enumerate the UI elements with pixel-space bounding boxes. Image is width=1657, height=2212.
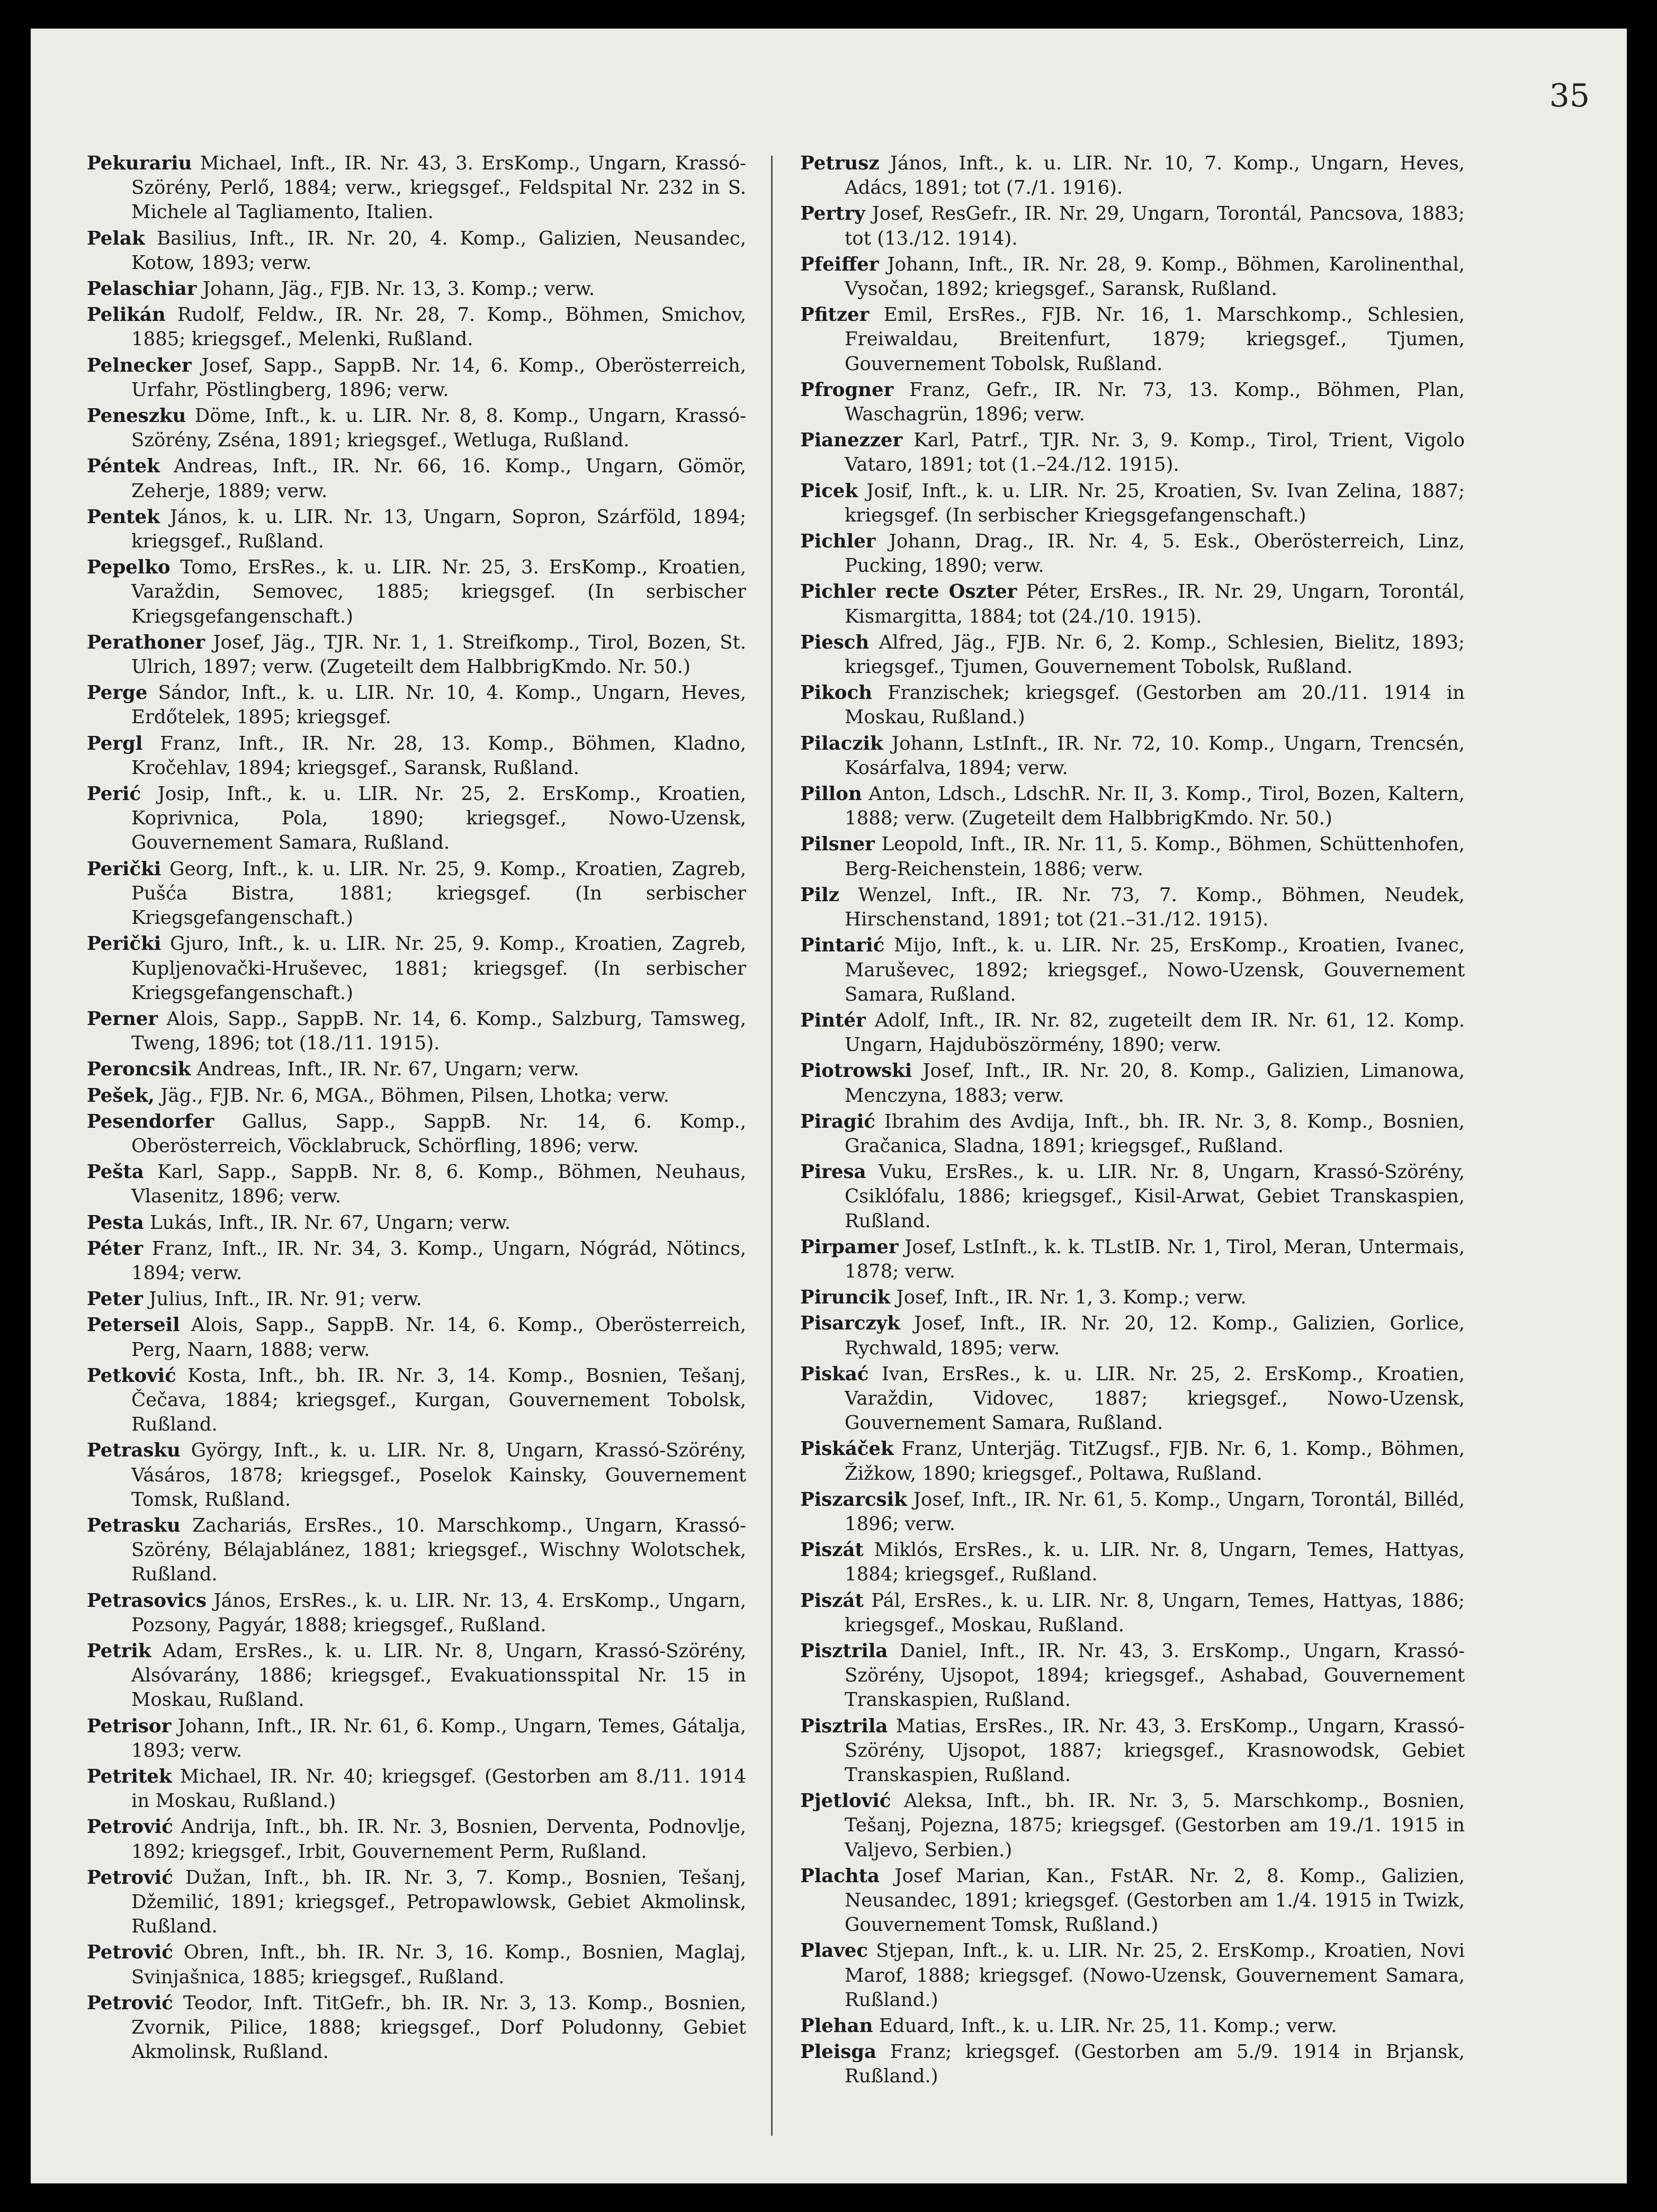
entry-surname: Pichler: [800, 530, 876, 553]
entry-details: Döme, Inft., k. u. LIR. Nr. 8, 8. Komp., Ungarn, Krassó-Szörény, Zséna, 1891; kriegsgef., Wetluga, Rußland.: [131, 405, 746, 452]
entry-details: Adolf, Inft., IR. Nr. 82, zugeteilt dem IR. Nr. 61, 12. Komp. Ungarn, Hajduböszörmény, 1890; verw.: [845, 1009, 1465, 1056]
register-entry: [800, 631, 1465, 679]
entry-details: Jäg., FJB. Nr. 6, MGA., Böhmen, Pilsen, Lhotka; verw.: [160, 1084, 669, 1107]
register-entry: [87, 732, 746, 780]
register-entry: [800, 580, 1465, 628]
entry-details: Johann, Jäg., FJB. Nr. 13, 3. Komp.; verw.: [202, 278, 595, 300]
entry-surname: Pekurariu: [87, 152, 192, 174]
register-entry: [800, 1311, 1465, 1360]
entry-surname: Peroncsik: [87, 1058, 191, 1081]
register-entry: [800, 428, 1465, 477]
register-entry: [87, 227, 746, 275]
entry-surname: Picek: [800, 480, 858, 502]
entry-surname: Perički: [87, 933, 162, 955]
entry-details: Basilius, Inft., IR. Nr. 20, 4. Komp., Galizien, Neusandec, Kotow, 1893; verw.: [131, 227, 746, 274]
entry-surname: Pjetlović: [800, 1790, 891, 1812]
register-entry: [800, 2014, 1465, 2038]
register-entry: [800, 1714, 1465, 1788]
register-entry: [800, 1538, 1465, 1587]
register-entry: [87, 1940, 746, 1989]
register-entry: [800, 1110, 1465, 1158]
entry-surname: Piskáček: [800, 1438, 894, 1460]
register-entry: [800, 1639, 1465, 1713]
entry-details: Josef, Jäg., TJR. Nr. 1, 1. Streifkomp., Tirol, Bozen, St. Ulrich, 1897; verw. (Zugeteilt dem HalbbrigKmdo. Nr. 50.): [131, 631, 746, 678]
entry-details: Ibrahim des Avdija, Inft., bh. IR. Nr. 3, 8. Komp., Bosnien, Gračanica, Sladna, 1891; kriegsgef., Rußland.: [845, 1110, 1465, 1157]
register-entry: [87, 1714, 746, 1763]
register-entry: [87, 1991, 746, 2065]
entry-details: Johann, Inft., IR. Nr. 28, 9. Komp., Böhmen, Karolinenthal, Vysočan, 1892; kriegsgef., Saransk, Rußland.: [845, 253, 1465, 300]
register-entry: [87, 354, 746, 402]
register-entry: [800, 303, 1465, 376]
register-entry: [87, 681, 746, 730]
entry-details: Zachariás, ErsRes., 10. Marschkomp., Ungarn, Krassó-Szörény, Bélajablánez, 1881; kriegsgef., Wischny Wolotschek, Rußland.: [131, 1514, 746, 1586]
register-entry: [800, 732, 1465, 780]
entry-surname: Perički: [87, 858, 162, 880]
register-entry: [87, 1237, 746, 1285]
entry-details: Franz, Inft., IR. Nr. 34, 3. Komp., Ungarn, Nógrád, Nötincs, 1894; verw.: [131, 1237, 746, 1284]
entry-surname: Petrisor: [87, 1715, 172, 1737]
entry-surname: Piszarcsik: [800, 1488, 907, 1510]
register-entry: [800, 1939, 1465, 2012]
entry-surname: Pillon: [800, 783, 862, 805]
entry-surname: Petrik: [87, 1640, 151, 1662]
entry-surname: Pichler recte Oszter: [800, 581, 1017, 603]
entry-details: Josef, ResGefr., IR. Nr. 29, Ungarn, Torontál, Pancsova, 1883; tot (13./12. 1914).: [845, 203, 1465, 249]
entry-details: Adam, ErsRes., k. u. LIR. Nr. 8, Ungarn, Krassó-Szörény, Alsóvarány, 1886; kriegsgef., Evakuationsspital Nr. 15 in Moskau, Rußland.: [131, 1640, 746, 1711]
entry-details: Vuku, ErsRes., k. u. LIR. Nr. 8, Ungarn, Krassó-Szörény, Csiklófalu, 1886; kriegsgef., Kisil-Arwat, Gebiet Transkaspien, Rußland.: [845, 1161, 1465, 1232]
entry-surname: Pešek,: [87, 1084, 155, 1107]
register-entry: [800, 1437, 1465, 1486]
register-entry: [87, 857, 746, 931]
entry-details: Michael, Inft., IR. Nr. 43, 3. ErsKomp., Ungarn, Krassó-Szörény, Perlő, 1884; verw., kriegsgef., Feldspital Nr. 232 in S. Michele al Tagliamento, Italien.: [131, 152, 746, 223]
entry-surname: Perge: [87, 682, 148, 704]
entry-surname: Pisztrila: [800, 1640, 888, 1662]
register-entry: [800, 1235, 1465, 1284]
register-entry: [87, 1866, 746, 1939]
entry-surname: Pelak: [87, 227, 145, 249]
register-entry: [800, 529, 1465, 578]
entry-details: Johann, Drag., IR. Nr. 4, 5. Esk., Oberösterreich, Linz, Pucking, 1890; verw.: [845, 530, 1465, 577]
entry-details: Georg, Inft., k. u. LIR. Nr. 25, 9. Komp., Kroatien, Zagreb, Pušća Bistra, 1881; kriegsgef. (In serbischer Kriegsgefangenschaft.): [131, 858, 747, 929]
register-entry: [87, 1110, 746, 1158]
register-entry: [87, 505, 746, 554]
register-entry: [87, 277, 746, 301]
entry-surname: Peter: [87, 1288, 144, 1310]
entry-details: Franz; kriegsgef. (Gestorben am 5./9. 1914 in Brjansk, Rußland.): [845, 2041, 1465, 2088]
right-column: [800, 151, 1465, 2091]
entry-details: János, Inft., k. u. LIR. Nr. 10, 7. Komp., Ungarn, Heves, Adács, 1891; tot (7./1. 1916).: [845, 152, 1465, 199]
entry-surname: Peterseil: [87, 1314, 180, 1336]
entry-details: Obren, Inft., bh. IR. Nr. 3, 16. Komp., Bosnien, Maglaj, Svinjašnica, 1885; kriegsgef., Rußland.: [131, 1941, 746, 1988]
entry-details: Johann, LstInft., IR. Nr. 72, 10. Komp., Ungarn, Trencsén, Kosárfalva, 1894; verw.: [845, 732, 1465, 779]
entry-surname: Piragić: [800, 1110, 875, 1132]
entry-details: Josif, Inft., k. u. LIR. Nr. 25, Kroatien, Sv. Ivan Zelina, 1887; kriegsgef. (In serbischer Kriegsgefangenschaft.): [845, 480, 1465, 526]
entry-details: Karl, Sapp., SappB. Nr. 8, 6. Komp., Böhmen, Neuhaus, Vlasenitz, 1896; verw.: [131, 1161, 746, 1208]
entry-surname: Piszát: [800, 1589, 864, 1612]
entry-details: Andrija, Inft., bh. IR. Nr. 3, Bosnien, Derventa, Podnovlje, 1892; kriegsgef., Irbit, Gouvernement Perm, Rußland.: [131, 1816, 746, 1863]
entry-details: György, Inft., k. u. LIR. Nr. 8, Ungarn, Krassó-Szörény, Vásáros, 1878; kriegsgef., Poselok Kainsky, Gouvernement Tomsk, Rußland.: [131, 1440, 746, 1510]
entry-details: Stjepan, Inft., k. u. LIR. Nr. 25, 2. ErsKomp., Kroatien, Novi Marof, 1888; kriegsgef. (Nowo-Uzensk, Gouvernement Samara, Rußland.): [845, 1940, 1465, 2011]
register-entry: [800, 151, 1465, 200]
register-entry: [800, 883, 1465, 932]
entry-surname: Pesendorfer: [87, 1110, 214, 1132]
entry-surname: Petrović: [87, 1941, 173, 1964]
register-entry: [87, 303, 746, 352]
register-entry: [87, 1639, 746, 1713]
register-entry: [87, 1514, 746, 1587]
register-entry: [87, 555, 746, 629]
entry-details: Franz, Unterjäg. TitZugsf., FJB. Nr. 6, 1. Komp., Böhmen, Žižkow, 1890; kriegsgef., Poltawa, Rußland.: [845, 1438, 1465, 1485]
register-entry: [800, 1009, 1465, 1057]
entry-surname: Perić: [87, 783, 141, 805]
entry-surname: Péntek: [87, 455, 160, 478]
entry-details: Wenzel, Inft., IR. Nr. 73, 7. Komp., Böhmen, Neudek, Hirschenstand, 1891; tot (21.–31./12. 1915).: [845, 884, 1465, 931]
register-entry: [87, 454, 746, 503]
entry-surname: Piskać: [800, 1363, 869, 1385]
entry-surname: Pianezzer: [800, 429, 903, 452]
entry-details: Alfred, Jäg., FJB. Nr. 6, 2. Komp., Schlesien, Bielitz, 1893; kriegsgef., Tjumen, Gouvernement Tobolsk, Rußland.: [845, 631, 1465, 678]
register-entry: [800, 1059, 1465, 1108]
entry-details: Lukás, Inft., IR. Nr. 67, Ungarn; verw.: [150, 1211, 511, 1234]
entry-details: Kosta, Inft., bh. IR. Nr. 3, 14. Komp., Bosnien, Tešanj, Čečava, 1884; kriegsgef., Kurgan, Gouvernement Tobolsk, Rußland.: [131, 1364, 746, 1436]
register-entry: [800, 1160, 1465, 1234]
entry-surname: Plehan: [800, 2015, 873, 2037]
entry-details: Tomo, ErsRes., k. u. LIR. Nr. 25, 3. ErsKomp., Kroatien, Varaždin, Semovec, 1885; kriegsgef. (In serbischer Kriegsgefangenschaft.): [131, 556, 746, 627]
entry-surname: Piresa: [800, 1161, 866, 1183]
entry-details: Teodor, Inft. TitGefr., bh. IR. Nr. 3, 13. Komp., Bosnien, Zvornik, Pilice, 1888; kriegsgef., Dorf Poludonny, Gebiet Akmolinsk, Rußland.: [131, 1992, 746, 2063]
register-entry: [800, 378, 1465, 427]
entry-details: Gallus, Sapp., SappB. Nr. 14, 6. Komp., Oberösterreich, Vöcklabruck, Schörfling, 1896; verw.: [131, 1110, 746, 1157]
entry-details: Sándor, Inft., k. u. LIR. Nr. 10, 4. Komp., Ungarn, Heves, Erdőtelek, 1895; kriegsgef.: [131, 682, 746, 729]
entry-details: Alois, Sapp., SappB. Nr. 14, 6. Komp., Oberösterreich, Perg, Naarn, 1888; verw.: [131, 1314, 746, 1361]
entry-details: János, ErsRes., k. u. LIR. Nr. 13, 4. ErsKomp., Ungarn, Pozsony, Pagyár, 1888; kriegsgef., Rußland.: [131, 1589, 746, 1636]
entry-details: Miklós, ErsRes., k. u. LIR. Nr. 8, Ungarn, Temes, Hattyas, 1884; kriegsgef., Rußland.: [845, 1539, 1465, 1586]
entry-surname: Pesta: [87, 1211, 144, 1234]
entry-details: János, k. u. LIR. Nr. 13, Ungarn, Sopron, Szárföld, 1894; kriegsgef., Rußland.: [131, 506, 746, 553]
register-entry: [87, 1084, 746, 1108]
column-divider: [771, 156, 773, 2136]
entry-details: Karl, Patrf., TJR. Nr. 3, 9. Komp., Tirol, Trient, Vigolo Vataro, 1891; tot (1.–24./12. 1915).: [845, 429, 1465, 476]
entry-surname: Pilz: [800, 884, 839, 906]
entry-details: Franzischek; kriegsgef. (Gestorben am 20./11. 1914 in Moskau, Rußland.): [845, 682, 1465, 729]
register-entry: [87, 151, 746, 225]
entry-surname: Pepelko: [87, 556, 171, 579]
entry-details: Michael, IR. Nr. 40; kriegsgef. (Gestorben am 8./11. 1914 in Moskau, Rußland.): [131, 1766, 746, 1812]
entry-details: Alois, Sapp., SappB. Nr. 14, 6. Komp., Salzburg, Tamsweg, Tweng, 1896; tot (18./11. 1915).: [131, 1008, 746, 1055]
entry-surname: Pintarić: [800, 934, 885, 957]
entry-surname: Petrasovics: [87, 1589, 207, 1612]
entry-surname: Pilaczik: [800, 732, 883, 754]
entry-details: Andreas, Inft., IR. Nr. 66, 16. Komp., Ungarn, Gömör, Zeherje, 1889; verw.: [131, 455, 746, 502]
register-entry: [87, 782, 746, 856]
register-entry: [87, 1765, 746, 1813]
register-entry: [800, 1789, 1465, 1863]
entry-surname: Pelikán: [87, 304, 166, 326]
register-entry: [800, 1285, 1465, 1310]
entry-surname: Petritek: [87, 1766, 172, 1787]
entry-surname: Piszát: [800, 1539, 864, 1561]
register-entry: [800, 933, 1465, 1007]
entry-details: Ivan, ErsRes., k. u. LIR. Nr. 25, 2. ErsKomp., Kroatien, Varaždin, Vidovec, 1887; kriegsgef., Nowo-Uzensk, Gouvernement Samara, Rußland.: [845, 1363, 1465, 1434]
entry-details: Eduard, Inft., k. u. LIR. Nr. 25, 11. Komp.; verw.: [879, 2015, 1337, 2037]
entry-surname: Plachta: [800, 1865, 880, 1887]
entry-surname: Piesch: [800, 631, 870, 653]
entry-surname: Petrović: [87, 1816, 173, 1838]
register-entry: [87, 1211, 746, 1235]
entry-details: Josef, Inft., IR. Nr. 61, 5. Komp., Ungarn, Torontál, Billéd, 1896; verw.: [845, 1488, 1465, 1535]
register-entry: [800, 253, 1465, 301]
register-entry: [800, 1864, 1465, 1938]
register-entry: [87, 1287, 746, 1311]
entry-surname: Péter: [87, 1237, 144, 1260]
entry-surname: Pintér: [800, 1009, 866, 1031]
register-entry: [87, 631, 746, 679]
entry-details: Josef, Inft., IR. Nr. 1, 3. Komp.; verw.: [896, 1287, 1247, 1309]
entry-details: Josef, Inft., IR. Nr. 20, 12. Komp., Galizien, Gorlice, Rychwald, 1895; verw.: [845, 1312, 1465, 1359]
entry-surname: Piotrowski: [800, 1060, 912, 1082]
entry-details: Leopold, Inft., IR. Nr. 11, 5. Komp., Böhmen, Schüttenhofen, Berg-Reichenstein, 1886; verw.: [845, 833, 1465, 880]
entry-surname: Petković: [87, 1364, 176, 1387]
entry-details: Franz, Inft., IR. Nr. 28, 13. Komp., Böhmen, Kladno, Kročehlav, 1894; kriegsgef., Saransk, Rußland.: [131, 732, 746, 779]
entry-details: Julius, Inft., IR. Nr. 91; verw.: [149, 1288, 422, 1310]
entry-surname: Petrusz: [800, 152, 880, 174]
entry-details: Gjuro, Inft., k. u. LIR. Nr. 25, 9. Komp., Kroatien, Zagreb, Kupljenovački-Hruševec, 1881; kriegsgef. (In serbischer Kriegsgefangenschaft.): [131, 933, 746, 1004]
entry-details: Josef Marian, Kan., FstAR. Nr. 2, 8. Komp., Galizien, Neusandec, 1891; kriegsgef. (Gestorben am 1./4. 1915 in Twizk, Gouvernement Tomsk, Rußland.): [845, 1865, 1465, 1936]
entry-surname: Pelaschiar: [87, 278, 197, 300]
entry-details: Rudolf, Feldw., IR. Nr. 28, 7. Komp., Böhmen, Smichov, 1885; kriegsgef., Melenki, Rußland.: [131, 304, 746, 350]
register-entry: [800, 782, 1465, 831]
register-entry: [87, 932, 746, 1005]
entry-surname: Peneszku: [87, 405, 186, 427]
entry-surname: Perner: [87, 1008, 158, 1030]
register-entry: [800, 2040, 1465, 2089]
entry-surname: Pentek: [87, 506, 160, 528]
entry-details: Péter, ErsRes., IR. Nr. 29, Ungarn, Torontál, Kismargitta, 1884; tot (24./10. 1915).: [845, 581, 1465, 627]
register-entry: [87, 1007, 746, 1056]
register-entry: [87, 1589, 746, 1638]
register-entry: [87, 1815, 746, 1864]
entry-details: Josef, Sapp., SappB. Nr. 14, 6. Komp., Oberösterreich, Urfahr, Pöstlingberg, 1896; verw.: [131, 354, 746, 401]
entry-surname: Petrović: [87, 1992, 173, 2014]
entry-details: Andreas, Inft., IR. Nr. 67, Ungarn; verw.: [196, 1058, 579, 1081]
entry-details: Anton, Ldsch., LdschR. Nr. II, 3. Komp., Tirol, Bozen, Kaltern, 1888; verw. (Zugeteilt dem HalbbrigKmdo. Nr. 50.): [845, 783, 1465, 830]
entry-surname: Petrasku: [87, 1440, 181, 1462]
entry-surname: Pilsner: [800, 833, 875, 856]
page-number: 35: [1549, 77, 1590, 114]
entry-details: Josip, Inft., k. u. LIR. Nr. 25, 2. ErsKomp., Kroatien, Koprivnica, Pola, 1890; kriegsgef., Nowo-Uzensk, Gouvernement Samara, Rußland.: [131, 783, 746, 854]
entry-details: Johann, Inft., IR. Nr. 61, 6. Komp., Ungarn, Temes, Gátalja, 1893; verw.: [131, 1715, 746, 1761]
entry-surname: Petrasku: [87, 1514, 181, 1536]
entry-surname: Pfeiffer: [800, 253, 879, 275]
entry-details: Josef, Inft., IR. Nr. 20, 8. Komp., Galizien, Limanowa, Menczyna, 1883; verw.: [845, 1060, 1465, 1107]
entry-surname: Plavec: [800, 1940, 868, 1962]
entry-surname: Pergl: [87, 732, 143, 754]
entry-details: Pál, ErsRes., k. u. LIR. Nr. 8, Ungarn, Temes, Hattyas, 1886; kriegsgef., Moskau, Rußland.: [845, 1589, 1465, 1636]
entry-details: Josef, LstInft., k. k. TLstIB. Nr. 1, Tirol, Meran, Untermais, 1878; verw.: [845, 1236, 1465, 1282]
entry-details: Daniel, Inft., IR. Nr. 43, 3. ErsKomp., Ungarn, Krassó-Szörény, Ujsopot, 1894; kriegsgef., Ashabad, Gouvernement Transkaspien, Rußland.: [845, 1640, 1465, 1711]
entry-details: Emil, ErsRes., FJB. Nr. 16, 1. Marschkomp., Schlesien, Freiwaldau, Breitenfurt, 1879; kriegsgef., Tjumen, Gouvernement Tobolsk, Rußland.: [845, 304, 1465, 375]
entry-surname: Pfrogner: [800, 379, 894, 401]
register-entry: [87, 1057, 746, 1082]
register-entry: [87, 404, 746, 453]
register-entry: [87, 1438, 746, 1512]
entry-surname: Perathoner: [87, 631, 205, 653]
register-entry: [800, 1488, 1465, 1536]
entry-surname: Pelnecker: [87, 354, 192, 376]
document-page: [31, 29, 1627, 2183]
entry-details: Matias, ErsRes., IR. Nr. 43, 3. ErsKomp., Ungarn, Krassó-Szörény, Ujsopot, 1887; kriegsgef., Krasnowodsk, Gebiet Transkaspien, Rußland.: [845, 1715, 1465, 1786]
entry-details: Dužan, Inft., bh. IR. Nr. 3, 7. Komp., Bosnien, Tešanj, Džemilić, 1891; kriegsgef., Petropawlowsk, Gebiet Akmolinsk, Rußland.: [131, 1866, 746, 1938]
entry-details: Franz, Gefr., IR. Nr. 73, 13. Komp., Böhmen, Plan, Waschagrün, 1896; verw.: [845, 379, 1465, 426]
entry-details: Mijo, Inft., k. u. LIR. Nr. 25, ErsKomp., Kroatien, Ivanec, Maruševec, 1892; kriegsgef., Nowo-Uzensk, Gouvernement Samara, Rußland.: [845, 934, 1465, 1005]
entry-surname: Pikoch: [800, 682, 872, 704]
register-entry: [800, 832, 1465, 881]
register-entry: [87, 1160, 746, 1209]
register-entry: [800, 202, 1465, 250]
register-entry: [800, 1589, 1465, 1638]
entry-surname: Pisztrila: [800, 1715, 888, 1737]
register-entry: [800, 479, 1465, 528]
register-entry: [87, 1364, 746, 1437]
entry-surname: Pleisga: [800, 2041, 877, 2063]
left-column: [87, 151, 746, 2066]
entry-surname: Pisarczyk: [800, 1312, 900, 1335]
entry-surname: Pirpamer: [800, 1236, 899, 1258]
register-entry: [87, 1313, 746, 1362]
entry-surname: Pešta: [87, 1161, 144, 1183]
entry-surname: Pertry: [800, 203, 865, 225]
entry-surname: Piruncik: [800, 1287, 891, 1309]
register-entry: [800, 681, 1465, 730]
entry-surname: Petrović: [87, 1866, 173, 1889]
register-entry: [800, 1362, 1465, 1436]
entry-details: Aleksa, Inft., bh. IR. Nr. 3, 5. Marschkomp., Bosnien, Tešanj, Pojezna, 1875; kriegsgef. (Gestorben am 19./1. 1915 in Valjevo, Serbien.): [845, 1790, 1465, 1861]
entry-surname: Pfitzer: [800, 304, 870, 326]
